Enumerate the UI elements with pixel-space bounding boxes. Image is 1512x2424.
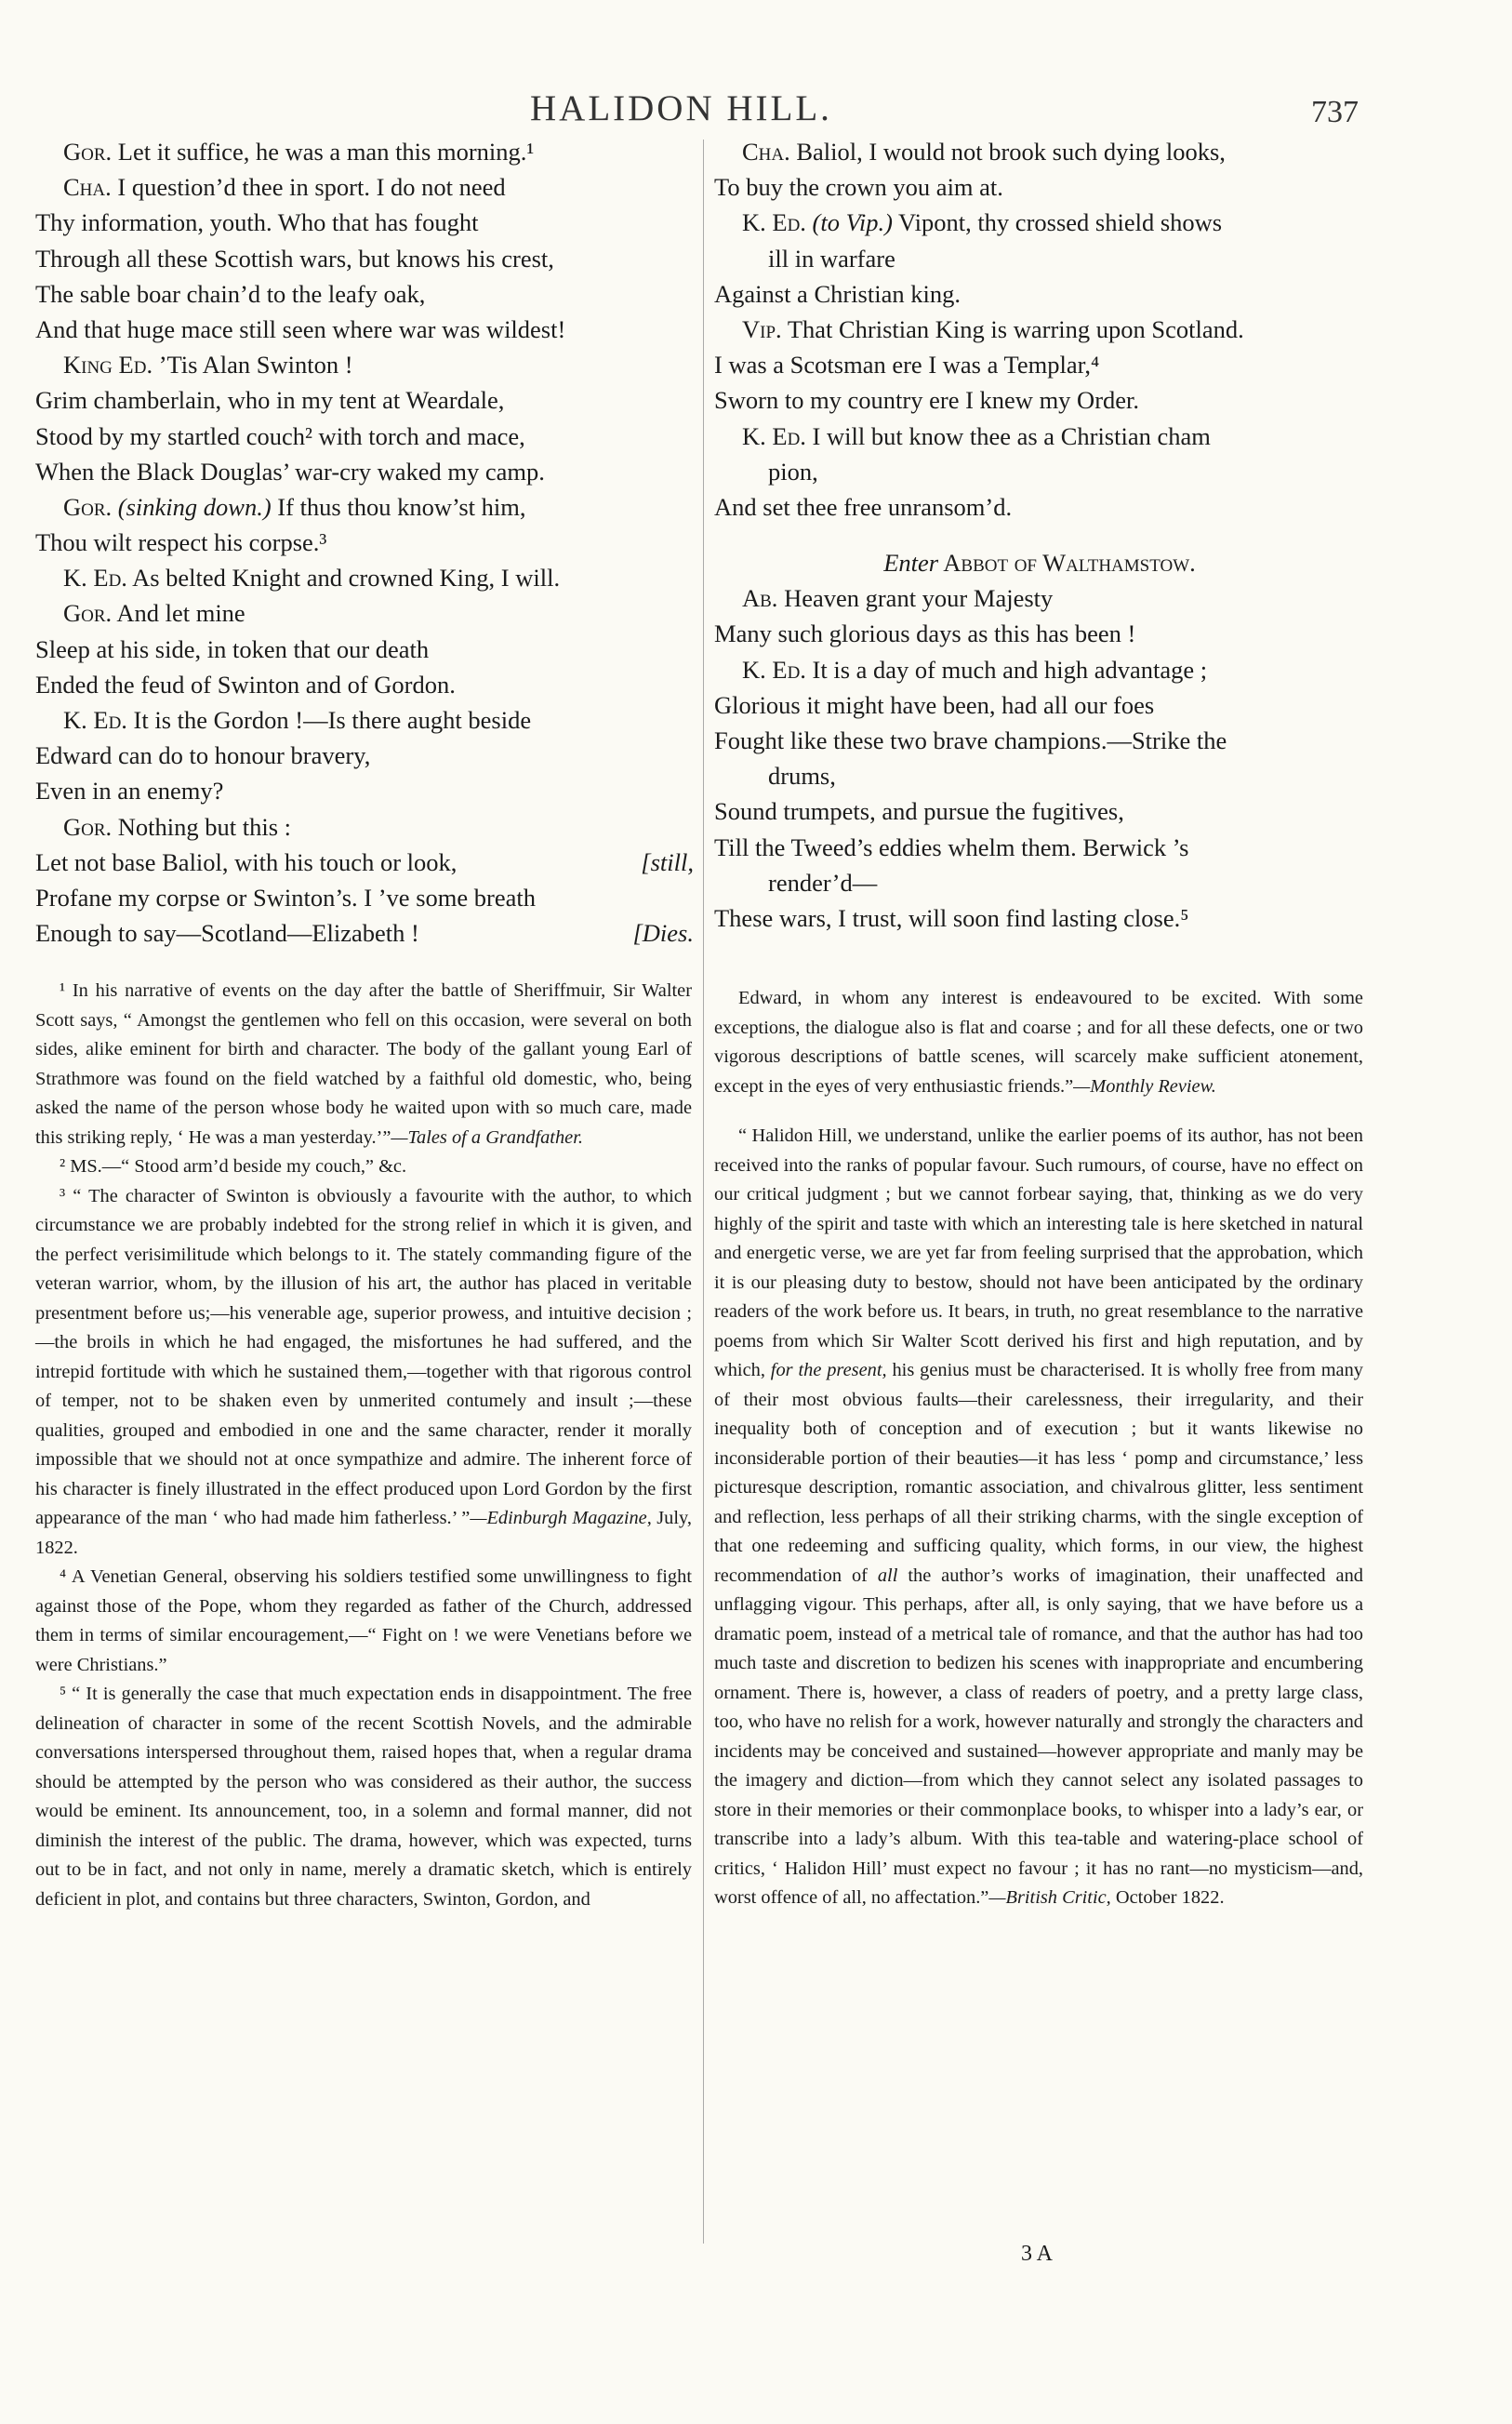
verse-text: Many such glorious days as this has been ! [714, 619, 1136, 648]
column-divider [703, 140, 704, 2244]
right-footnotes [714, 984, 1363, 1913]
verse-text: Glorious it might have been, had all our foes [714, 690, 1155, 719]
speaker-name: Cha. [63, 173, 112, 202]
verse-text: ill in warfare [768, 244, 895, 273]
entering-character: Abbot of Walthamstow. [938, 549, 1196, 578]
verse-line [35, 738, 694, 773]
footnote [35, 1182, 692, 1564]
verse-text: That Christian King is warring upon Scotland. [781, 314, 1244, 343]
verse-line [714, 758, 1365, 793]
verse-line [714, 793, 1365, 829]
verse-text: Sound trumpets, and pursue the fugitives, [714, 797, 1124, 826]
verse-line [714, 382, 1365, 418]
verse-text: Nothing but this : [112, 812, 292, 841]
left-footnotes [35, 977, 692, 1914]
verse-line [714, 347, 1365, 382]
verse-text: Even in an enemy? [35, 777, 224, 806]
verse-text: And let mine [112, 599, 245, 628]
stage-direction-right: [Dies. [632, 919, 694, 948]
verse-line [714, 489, 1365, 525]
verse-line [714, 454, 1365, 489]
speaker-name: K. Ed. [63, 564, 127, 593]
verse-line [35, 560, 694, 595]
verse-text: Stood by my startled couch² with torch and mace, [35, 421, 525, 450]
verse-line [35, 702, 694, 738]
verse-text: I will but know thee as a Christian cham [805, 421, 1211, 450]
verse-text: Let not base Baliol, with his touch or look, [35, 847, 458, 876]
verse-text: Through all these Scottish wars, but knows his crest, [35, 244, 554, 273]
speaker-name: K. Ed. [742, 655, 806, 684]
verse-line [714, 723, 1365, 758]
verse-line [35, 276, 694, 312]
speaker-name: K. Ed. [742, 208, 806, 237]
verse-text: It is a day of much and high advantage ; [805, 655, 1208, 684]
verse-line [714, 865, 1365, 900]
footnote [714, 984, 1363, 1101]
footnote-text: ² MS.—“ Stood arm’d beside my couch,” &c. [60, 1156, 407, 1177]
verse-line [714, 312, 1365, 347]
verse-line [35, 382, 694, 418]
stage-direction: (to Vip.) [812, 208, 893, 237]
verse-line [35, 525, 694, 560]
footnote-citation: —Tales of a Grandfather. [391, 1126, 583, 1148]
stage-direction-right: [still, [641, 847, 694, 876]
footnote-text: July, 1822. [35, 1508, 692, 1558]
footnote [35, 1680, 692, 1914]
verse-text: pion, [768, 457, 818, 486]
stage-direction: Enter [883, 549, 939, 578]
verse-line [35, 489, 694, 525]
verse-line [35, 312, 694, 347]
footnote-text: his genius must be characterised. It is wholly free from many of their most obvious faults—their carelessness, their irregularity, and their inequality both of conception and of execution ; but it wants likewise no inconsiderable portion of their beauties—it has less ‘ pomp and circumstance,’ less picturesque description, romantic association, and chivalrous glitter, less sentiment and reflection, less perhaps of all their striking charms, with the single exception of that one redeeming and sufficing quality, which forms, in our view, the highest recommendation of [714, 1360, 1363, 1586]
verse-text: Enough to say—Scotland—Elizabeth ! [35, 919, 419, 948]
verse-line [714, 205, 1365, 240]
verse-line [714, 545, 1365, 580]
verse-text: Edward can do to honour bravery, [35, 741, 371, 770]
footnote [35, 977, 692, 1152]
running-title: HALIDON HILL. [530, 88, 832, 128]
right-verse-column [714, 134, 1365, 936]
verse-text: Ended the feud of Swinton and of Gordon. [35, 670, 456, 699]
verse-line [35, 773, 694, 808]
speaker-name: Cha. [742, 138, 790, 166]
footnote-text: the author’s works of imagination, their unaffected and unflagging vigour. This perhaps, after all, is only saying, that we have before us a dramatic poem, instead of a metrical tale of romance, and that the author has had too much taste and discretion to bedizen his scenes with inappropriate and encumbering ornament. There is, however, a class of readers of poetry, and a pretty large class, too, who have no relish for a work, however naturally and strongly the characters and incidents may be conceived and sustained—however appropriate and manly may be the imagery and diction—from which they cannot select any isolated passages to store in their memories or their commonplace books, to whisper into a lady’s ear, or transcribe into a lady’s album. With this tea-table and watering-place school of critics, ‘ Halidon Hill’ must expect no favour ; it has no rant—no mysticism—and, worst offence of all, no affectation.” [714, 1565, 1363, 1908]
footnote-emphasis: for the present, [764, 1360, 887, 1380]
verse-text: When the Black Douglas’ war-cry waked my camp. [35, 457, 545, 486]
verse-line [714, 276, 1365, 312]
verse-line [35, 241, 694, 276]
verse-text: Thy information, youth. Who that has fought [35, 208, 479, 237]
footnote-citation: —Monthly Review. [1073, 1075, 1216, 1097]
verse-text: The sable boar chain’d to the leafy oak, [35, 279, 426, 308]
verse-line [714, 687, 1365, 723]
footnote [714, 1122, 1363, 1913]
footnote-text: ³ “ The character of Swinton is obviously a favourite with the author, to which circumstance we are probably indebted for the strong relief in which it is given, and the perfect verisimilitude which belongs to it. The stately commanding figure of the veteran warrior, whom, by the illusion of his art, the author has placed in veritable presentment before us;—his venerable age, superior prowess, and intuitive decision ;—the broils in which he had engaged, the misfortunes he had suffered, and the intrepid fortitude with which he sustained them,—together with that rigorous control of temper, not to be shaken even by unmerited contumely and insult ;—these qualities, grouped and embodied in one and the same character, render it morally impossible that we should not at once sympathize and admire. The inherent force of his character is finely illustrated in the effect produced upon Lord Gordon by the first appearance of the man ‘ who had made him fatherless.’ ” [35, 1185, 692, 1528]
verse-line [714, 652, 1365, 687]
footnote-text: “ Halidon Hill, we understand, unlike the earlier poems of its author, has not been received into the ranks of popular favour. Such rumours, of course, have no effect on our critical judgment ; but we cannot forbear saying, that, thinking as we do very highly of the spirit and taste with which an interesting tale is here sketched in natural and energetic verse, we are yet far from feeling surprised that the approbation, which it is our pleasing duty to bestow, should not have been anticipated by the ordinary readers of the work before us. It bears, in truth, no great resemblance to the narrative poems from which Sir Walter Scott derived his first and high reputation, and by which, [714, 1125, 1363, 1380]
verse-text: ’Tis Alan Swinton ! [153, 351, 353, 380]
verse-text: To buy the crown you aim at. [714, 173, 1003, 202]
footnote-text: ⁵ “ It is generally the case that much expectation ends in disappointment. The free delineation of character in some of the recent Scottish Novels, and the admirable conversations interspersed throughout them, raised hopes that, when a regular drama should be attempted by the person who was considered as their author, the success would be eminent. Its announcement, too, in a solemn and formal manner, did not diminish the interest of the public. The drama, however, which was expected, turns out to be in fact, and not only in name, merely a dramatic sketch, which is entirely deficient in plot, and contains but three characters, Swinton, Gordon, and [35, 1684, 692, 1910]
verse-line [35, 134, 694, 169]
speaker-name: Vip. [742, 314, 782, 343]
verse-text: If thus thou know’st him, [271, 492, 526, 521]
footnote [35, 1563, 692, 1680]
verse-line [35, 205, 694, 240]
verse-line [35, 347, 694, 382]
verse-text: Grim chamberlain, who in my tent at Weardale, [35, 386, 505, 415]
speaker-name: Gor. [63, 492, 113, 521]
verse-text: Thou wilt respect his corpse.³ [35, 528, 327, 557]
page-number: 737 [1311, 95, 1359, 129]
verse-text: And set thee free unransom’d. [714, 492, 1013, 521]
verse-line [714, 580, 1365, 616]
footnote-citation: —British Critic, [988, 1887, 1111, 1908]
verse-text: Let it suffice, he was a man this morning.¹ [112, 138, 535, 166]
verse-line [35, 667, 694, 702]
speaker-name: King Ed. [63, 351, 153, 380]
left-verse-column [35, 134, 694, 951]
verse-text: Baliol, I would not brook such dying looks, [789, 138, 1226, 166]
verse-line [35, 169, 694, 205]
verse-text: Against a Christian king. [714, 279, 961, 308]
verse-line [714, 134, 1365, 169]
footnote-citation: —Edinburgh Magazine, [470, 1508, 652, 1528]
verse-text: It is the Gordon !—Is there aught beside [126, 706, 532, 734]
footnote-text: ⁴ A Venetian General, observing his soldiers testified some unwillingness to fight against those of the Pope, whom they regarded as father of the Church, addressed them in terms of similar encouragement,—“ Fight on ! we were Venetians before we were Christians.” [35, 1566, 692, 1675]
verse-line [35, 595, 694, 631]
footnote-emphasis: all [867, 1565, 898, 1586]
speaker-name: Gor. [63, 599, 113, 628]
verse-text: Fought like these two brave champions.—Strike the [714, 726, 1227, 754]
verse-text: drums, [768, 762, 836, 791]
verse-line [35, 880, 694, 915]
verse-text: render’d— [768, 868, 878, 897]
footnote-text: October 1822. [1110, 1887, 1225, 1908]
verse-text: Heaven grant your Majesty [777, 584, 1054, 613]
verse-text: As belted Knight and crowned King, I will. [126, 564, 561, 593]
verse-text: I question’d thee in sport. I do not need [111, 173, 506, 202]
stanza-break [714, 525, 1365, 545]
page-header [0, 82, 1512, 138]
speaker-name: K. Ed. [742, 421, 806, 450]
verse-text: And that huge mace still seen where war was wildest! [35, 314, 566, 343]
verse-line [35, 632, 694, 667]
footnote [35, 1152, 692, 1182]
speaker-name: K. Ed. [63, 706, 127, 734]
verse-line [714, 616, 1365, 651]
footnote-text: ¹ In his narrative of events on the day after the battle of Sheriffmuir, Sir Walter Scott says, “ Amongst the gentlemen who fell on this occasion, were several on both sides, alike eminent for birth and character. The body of the gallant young Earl of Strathmore was found on the field watched by a faithful old domestic, who, being asked the name of the person whose body he waited upon with so much care, made this striking reply, ‘ He was a man yesterday.’” [35, 980, 692, 1148]
verse-line [714, 241, 1365, 276]
note-gap [714, 1101, 1363, 1122]
verse-text: Profane my corpse or Swinton’s. I ’ve some breath [35, 883, 536, 912]
verse-line [714, 169, 1365, 205]
verse-line [714, 419, 1365, 454]
verse-line [35, 845, 694, 880]
verse-text: Sleep at his side, in token that our death [35, 634, 430, 663]
verse-line [714, 900, 1365, 936]
stage-direction: (sinking down.) [117, 492, 272, 521]
signature-mark: 3 A [1021, 2242, 1054, 2266]
verse-line [35, 454, 694, 489]
speaker-name: Ab. [742, 584, 778, 613]
verse-text: Sworn to my country ere I knew my Order. [714, 386, 1140, 415]
speaker-name: Gor. [63, 812, 113, 841]
verse-line [35, 915, 694, 951]
verse-line [35, 809, 694, 845]
verse-text: Vipont, thy crossed shield shows [892, 208, 1223, 237]
verse-line [35, 419, 694, 454]
speaker-name: Gor. [63, 138, 113, 166]
verse-text: These wars, I trust, will soon find lasting close.⁵ [714, 903, 1189, 932]
verse-line [714, 830, 1365, 865]
verse-text: I was a Scotsman ere I was a Templar,⁴ [714, 351, 1100, 380]
footnote-text: Edward, in whom any interest is endeavoured to be excited. With some exceptions, the dialogue also is flat and coarse ; and for all these defects, one or two vigorous descriptions of battle scenes, will scarcely make sufficient atonement, except in the eyes of very enthusiastic friends.” [714, 988, 1363, 1097]
verse-text: Till the Tweed’s eddies whelm them. Berwick ’s [714, 832, 1189, 861]
